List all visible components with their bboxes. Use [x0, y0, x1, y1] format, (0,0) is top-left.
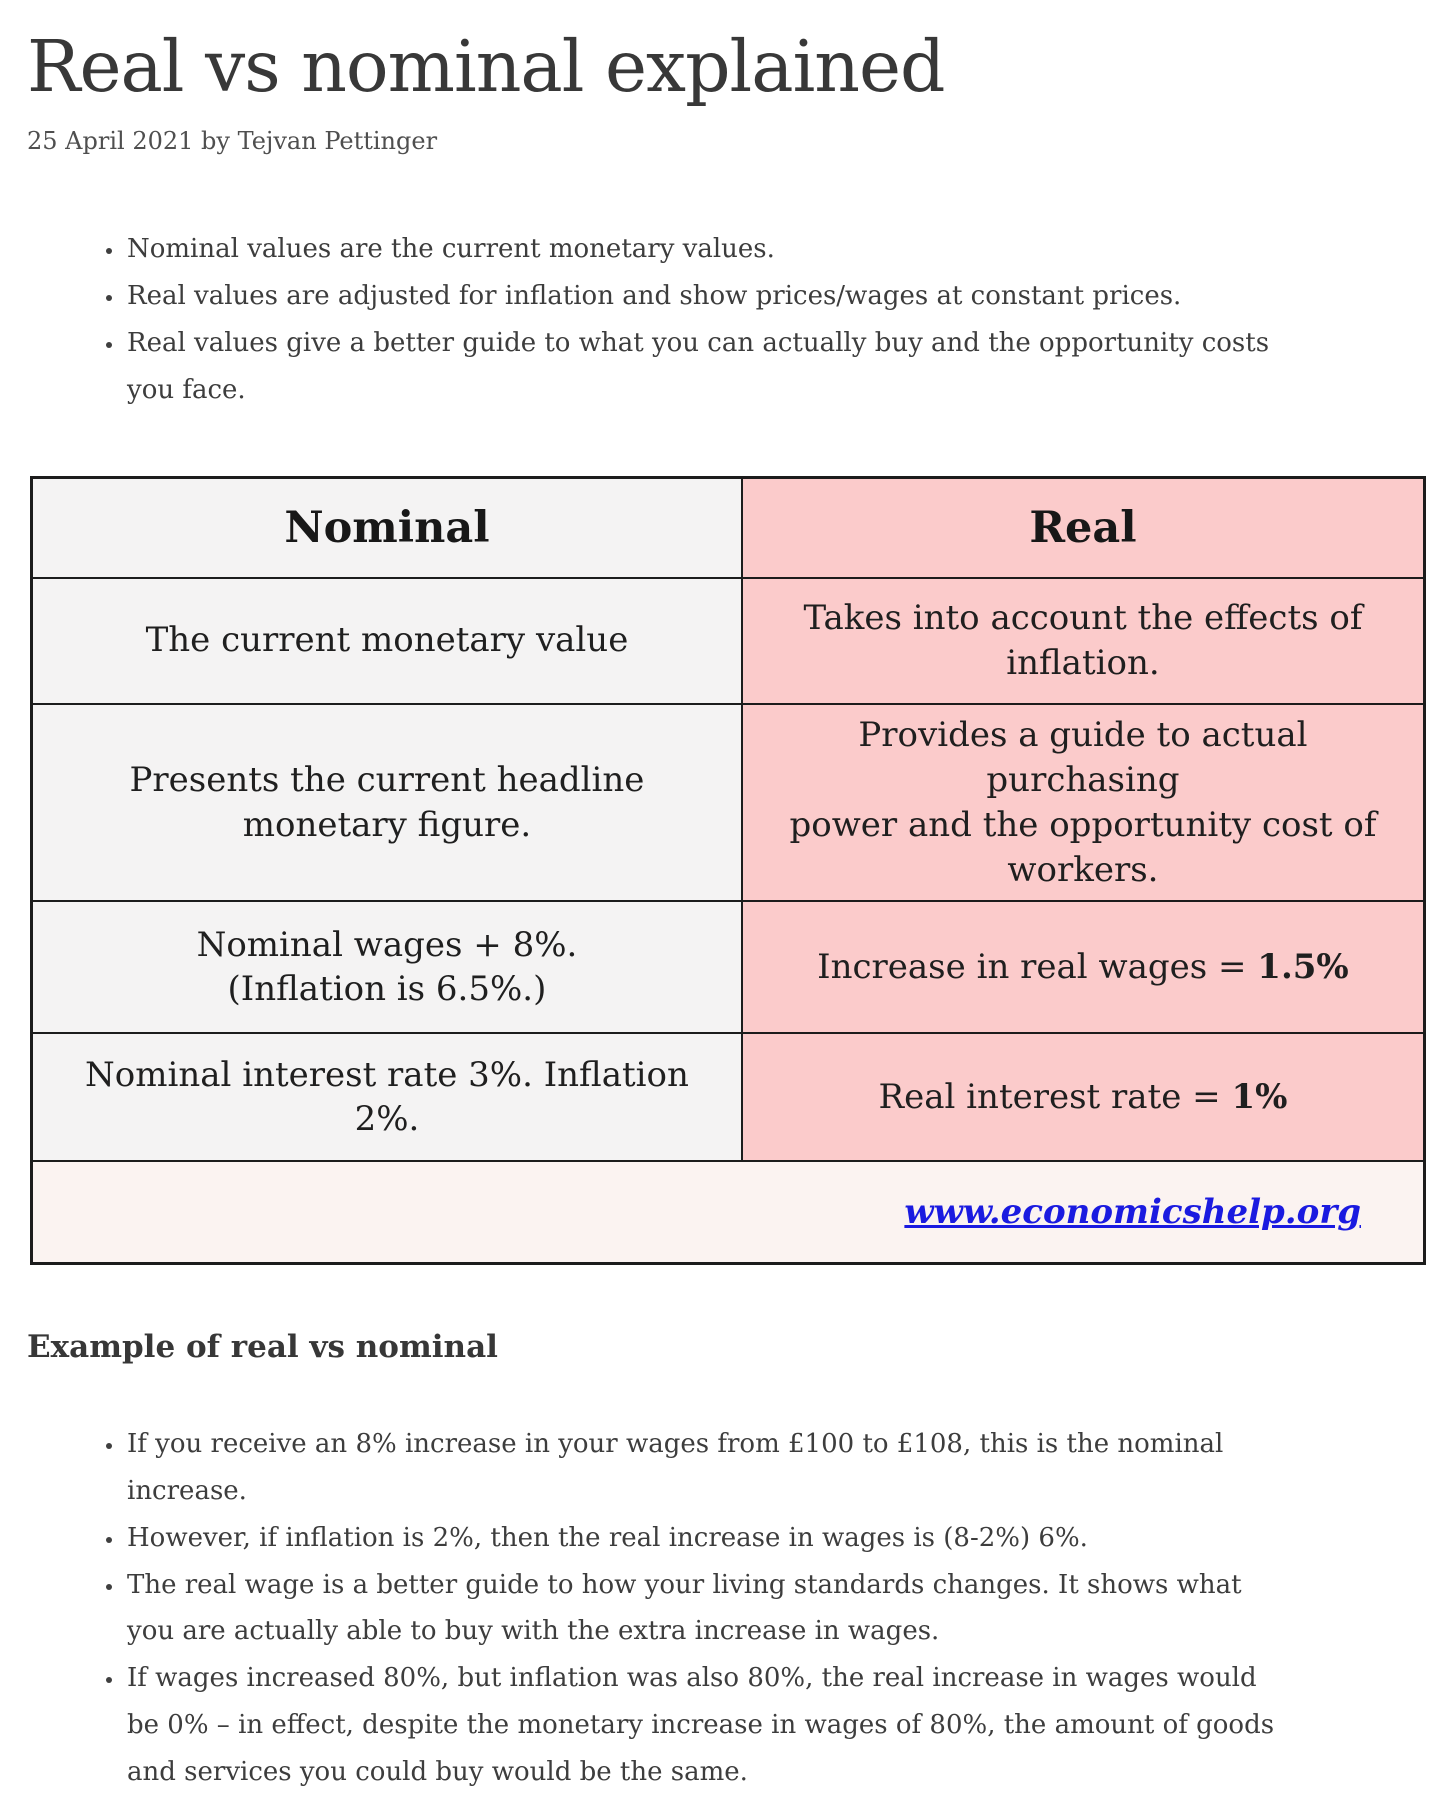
- list-item: • Real values are adjusted for inflation and show prices/wages at constant prices.: [125, 273, 1292, 320]
- list-item: • The real wage is a better guide to how your living standards changes. It shows what you are actually able to buy with the extra increase in wages.: [125, 1562, 1292, 1656]
- table-row: [32, 901, 1425, 1033]
- example-heading: Example of real vs nominal: [27, 1328, 498, 1365]
- real-cell-text: Increase in real wages =: [817, 946, 1258, 987]
- table-row: [32, 1033, 1425, 1161]
- real-cell: Takes into account the effects of inflation.: [742, 578, 1425, 704]
- real-cell: [742, 901, 1425, 1033]
- table-row: [32, 578, 1425, 704]
- nominal-cell: Presents the current headline monetary figure.: [32, 704, 742, 902]
- list-item: • Real values give a better guide to what you can actually buy and the opportunity costs you face.: [125, 320, 1292, 414]
- real-cell-value: 1.5%: [1257, 946, 1349, 987]
- real-cell-value: 1%: [1231, 1076, 1288, 1117]
- table-header-row: [32, 478, 1425, 578]
- economicshelp-link[interactable]: www.economicshelp.org: [904, 1191, 1361, 1232]
- table-header-real: Real: [742, 478, 1425, 578]
- real-cell: Provides a guide to actual purchasing power and the opportunity cost of workers.: [742, 704, 1425, 902]
- comparison-table: [30, 476, 1426, 1265]
- page-title: Real vs nominal explained: [27, 25, 945, 108]
- nominal-cell: Nominal interest rate 3%. Inflation 2%.: [32, 1033, 742, 1161]
- nominal-cell: The current monetary value: [32, 578, 742, 704]
- byline: 25 April 2021 by Tejvan Pettinger: [27, 126, 438, 155]
- example-list: [27, 1421, 1292, 1795]
- nominal-cell: Nominal wages + 8%. (Inflation is 6.5%.): [32, 901, 742, 1033]
- list-item: • If you receive an 8% increase in your wages from £100 to £108, this is the nominal increase.: [125, 1421, 1292, 1515]
- table-footer: [32, 1161, 1425, 1263]
- table-header-nominal: Nominal: [32, 478, 742, 578]
- list-item: • However, if inflation is 2%, then the real increase in wages is (8-2%) 6%.: [125, 1515, 1292, 1562]
- table-footer-row: [32, 1161, 1425, 1263]
- list-item: • Nominal values are the current monetary values.: [125, 226, 1292, 273]
- list-item: • If wages increased 80%, but inflation was also 80%, the real increase in wages would be 0% – in effect, despite the monetary increase in wages of 80%, the amount of goods and services you could buy would be the same.: [125, 1655, 1292, 1795]
- real-cell: [742, 1033, 1425, 1161]
- real-cell-text: Real interest rate =: [878, 1076, 1232, 1117]
- table-row: [32, 704, 1425, 902]
- intro-list: [27, 226, 1292, 413]
